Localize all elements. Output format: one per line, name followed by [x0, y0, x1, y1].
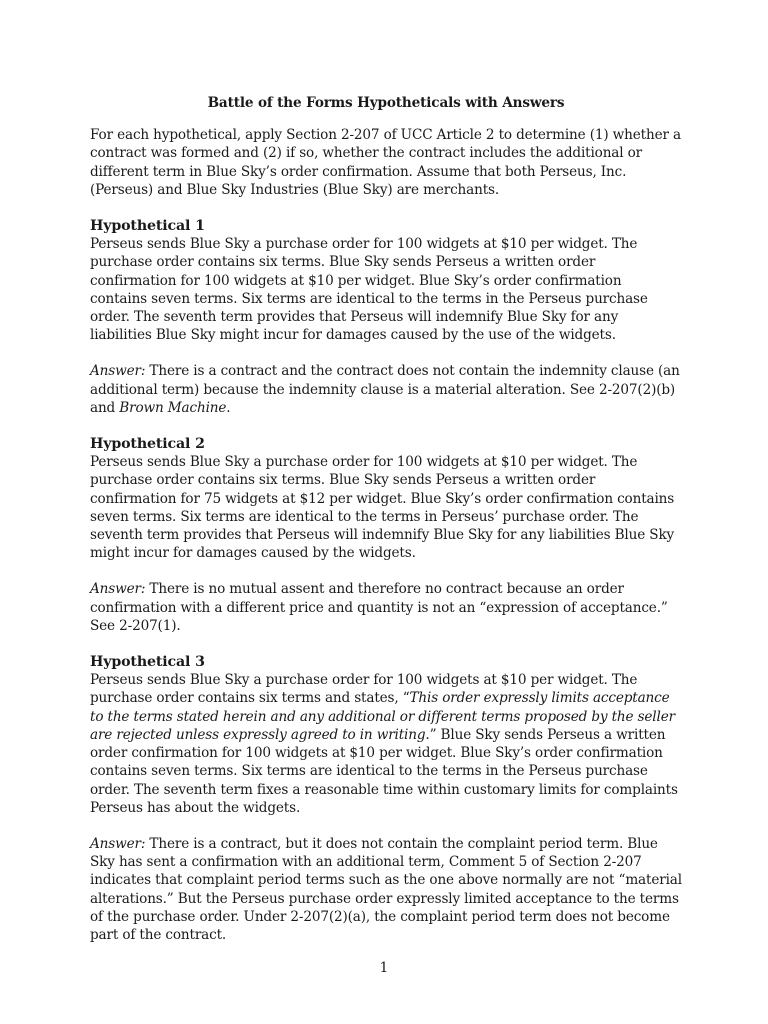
- text-before-quote: Perseus sends Blue Sky a purchase order for 100 widgets at $10 per widget. The purchase order contains six terms and states, “: [90, 672, 638, 707]
- hypothetical-1: [90, 217, 682, 344]
- hypothetical-1-text: Perseus sends Blue Sky a purchase order for 100 widgets at $10 per widget. The purchase order contains six terms. Blue Sky sends Perseus a written order confirmation for 100 widgets at $10 per widget. Blue Sky’s order confirmation contains seven terms. Six terms are identical to the terms in the Perseus purchase order. The seventh term provides that Perseus will indemnify Blue Sky for any liabilities Blue Sky might incur for damages caused by the use of the widgets.: [90, 236, 648, 344]
- hypothetical-2-text: Perseus sends Blue Sky a purchase order for 100 widgets at $10 per widget. The purchase order contains six terms. Blue Sky sends Perseus a written order confirmation for 75 widgets at $12 per widget. Blue Sky’s order confirmation contains seven terms. Six terms are identical to the terms in Perseus’ purchase order. The seventh term provides that Perseus will indemnify Blue Sky for any liabilities Blue Sky might incur for damages caused by the widgets.: [90, 454, 675, 562]
- answer-label: Answer:: [90, 835, 146, 852]
- hypothetical-2-answer: [90, 580, 682, 635]
- quoted-clause: This order expressly limits acceptance to the terms stated herein and any additional or different terms proposed by the seller are rejected unless expressly agreed to in writing.: [90, 690, 675, 743]
- document-title: Battle of the Forms Hypotheticals with Answers: [207, 95, 565, 111]
- hypothetical-3-heading: Hypothetical 3: [90, 654, 205, 671]
- text-after-quote: ” Blue Sky sends Perseus a written order confirmation for 100 widgets at $10 per widget. Blue Sky’s order confirmation contains seven terms. Six terms are identical to the terms in the Perseus purchase order. The seventh term fixes a reasonable time within customary limits for complaints Perseus has about the widgets.: [90, 726, 678, 816]
- page-number: 1: [379, 960, 389, 976]
- answer-label: Answer:: [90, 581, 146, 598]
- hypothetical-1-answer: [90, 362, 682, 417]
- hypothetical-3-text: [90, 671, 682, 817]
- hypothetical-3-answer: [90, 835, 682, 944]
- answer-label: Answer:: [90, 363, 146, 380]
- hypothetical-2-heading: Hypothetical 2: [90, 436, 205, 453]
- hypothetical-3: [90, 653, 682, 817]
- answer-end: .: [226, 399, 231, 416]
- case-name: Brown Machine: [119, 399, 227, 416]
- document-page: [90, 94, 682, 962]
- hypothetical-1-heading: Hypothetical 1: [90, 218, 205, 235]
- answer-text: There is a contract and the contract does not contain the indemnity clause (an additional term) because the indemnity clause is a material alteration. See 2-207(2)(b) and: [90, 363, 680, 416]
- intro-paragraph: For each hypothetical, apply Section 2-207 of UCC Article 2 to determine (1) whether a contract was formed and (2) if so, whether the contract includes the additional or different term in Blue Sky’s order confirmation. Assume that both Perseus, Inc. (Perseus) and Blue Sky Industries (Blue Sky) are merchants.: [90, 127, 681, 198]
- answer-text: There is a contract, but it does not contain the complaint period term. Blue Sky has sent a confirmation with an additional term, Comment 5 of Section 2-207 indicates that complaint period terms such as the one above normally are not “material alterations.” But the Perseus purchase order expressly limited acceptance to the terms of the purchase order. Under 2-207(2)(a), the complaint period term does not become part of the contract.: [90, 835, 682, 943]
- hypothetical-2: [90, 435, 682, 562]
- answer-text: There is no mutual assent and therefore no contract because an order confirmation with a different price and quantity is not an “expression of acceptance.” See 2-207(1).: [90, 581, 668, 634]
